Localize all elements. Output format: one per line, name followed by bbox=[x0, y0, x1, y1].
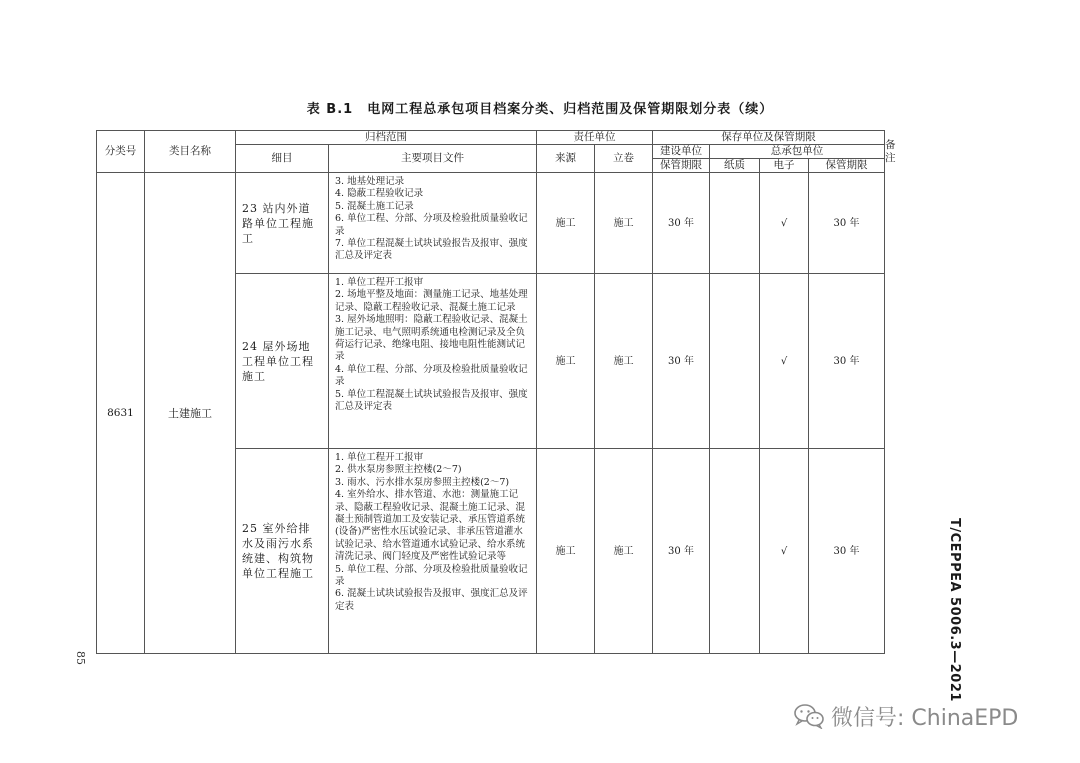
header-responsible-unit: 责任单位 bbox=[537, 131, 653, 145]
paper-cell bbox=[710, 274, 760, 449]
item-cell: 25 室外给排水及雨污水系统建、构筑物单位工程施工 bbox=[236, 449, 329, 654]
docs-cell bbox=[329, 449, 537, 654]
header-source: 来源 bbox=[537, 145, 595, 173]
doc-line: 1. 单位工程开工报审 bbox=[335, 277, 424, 288]
doc-line: 3. 地基处理记录 bbox=[335, 176, 405, 187]
header-keep-unit-period: 保存单位及保管期限 bbox=[653, 131, 885, 145]
header-filing: 立卷 bbox=[595, 145, 653, 173]
header-gc-unit: 总承包单位 bbox=[710, 145, 885, 159]
doc-line: 7. 单位工程混凝土试块试验报告及报审、强度汇总及评定表 bbox=[335, 238, 528, 262]
header-keep-period-construction: 保管期限 bbox=[653, 159, 710, 173]
header-category-name: 类目名称 bbox=[145, 131, 236, 173]
paper-cell bbox=[710, 173, 760, 274]
construction-period-cell: 30 年 bbox=[653, 274, 710, 449]
doc-line: 4. 隐蔽工程验收记录 bbox=[335, 188, 424, 200]
header-keep-period-gc: 保管期限 bbox=[809, 159, 885, 173]
electronic-check-cell: √ bbox=[760, 173, 809, 274]
doc-line: 5. 单位工程、分部、分项及检验批质量验收记录 bbox=[335, 563, 528, 588]
header-item: 细目 bbox=[236, 145, 329, 173]
doc-line: 5. 混凝土施工记录 bbox=[335, 200, 414, 212]
header-main-docs: 主要项目文件 bbox=[329, 145, 537, 173]
filing-cell: 施工 bbox=[595, 449, 653, 654]
watermark bbox=[793, 700, 1018, 732]
filing-cell: 施工 bbox=[595, 173, 653, 274]
class-no-cell: 8631 bbox=[97, 173, 145, 654]
table-row bbox=[97, 173, 885, 274]
doc-line: 6. 混凝土试块试验报告及报审、强度汇总及评定表 bbox=[335, 588, 528, 612]
paper-cell bbox=[710, 449, 760, 654]
electronic-check-cell: √ bbox=[760, 274, 809, 449]
doc-line: 3. 屋外场地照明：隐蔽工程验收记录、混凝土施工记录、电气照明系统通电检测记录及全负荷运行记录、绝缘电阻、接地电阻性能测试记录 bbox=[335, 314, 528, 363]
wechat-icon bbox=[793, 703, 825, 729]
header-electronic: 电子 bbox=[760, 159, 809, 173]
gc-period-cell: 30 年 bbox=[809, 449, 885, 654]
source-cell: 施工 bbox=[537, 274, 595, 449]
header-paper: 纸质 bbox=[710, 159, 760, 173]
header-archive-scope: 归档范围 bbox=[236, 131, 537, 145]
table-title: 表 B.1 电网工程总承包项目档案分类、归档范围及保管期限划分表（续） bbox=[306, 102, 774, 117]
doc-line: 5. 单位工程混凝土试块试验报告及报审、强度汇总及评定表 bbox=[335, 388, 528, 413]
gc-period-cell: 30 年 bbox=[809, 274, 885, 449]
source-cell: 施工 bbox=[537, 173, 595, 274]
gc-period-cell: 30 年 bbox=[809, 173, 885, 274]
construction-period-cell: 30 年 bbox=[653, 449, 710, 654]
archive-classification-table: 分类号 类目名称 归档范围 责任单位 保存单位及保管期限 备注 细目 主要项目文件 来源 立卷 建设单位 总承包单位 保管期限 纸质 电子 保管期限 8631 土建施工 23 站内外道路单位工程施工 3. 地基处理记录 4. 隐蔽工程验收记录 5. 混凝土施工记录 6. 单位工程、分部、分项及检验批质量验收记录 7. 单位工程混凝土试块试验报告及报审、强度汇总及评定表 施工 施工 30 年 √ 30 年 24 屋外场地工程单位工程施工 1. 单位工程开工报审 2. 场地平整及地面：测量施工记录、地基处理记录、隐蔽工程验收记录、混凝土施工记录 3. 屋外场地照明：隐蔽工程验收记录、混凝土施工记录、电气照明系统通电检测记录及全负荷运行记录、绝缘电阻、接地电阻性能测试记录 4. 单位工程、分部、分项及检验批质量验收记录 5. 单位工程混凝土试块试验报告及报审、强度汇总及评定表 施工 施工 30 年 √ 30 年 25 室外给排水及雨污水系统建、构筑物单位工程施工 1. 单位工程开工报审 2. 供水泵房参照主控楼(2～7) 3. 雨水、污水排水泵房参照主控楼(2～7) 4. 室外给水、排水管道、水池：测量施工记录、隐蔽工程验收记录、混凝土施工记录、混凝土预制管道加工及安装记录、承压管道系统(设备)严密性水压试验记录、非承压管道灌水试验记录、给水管道通水试验记录、给水系统清洗记录、阀门轻度及严密性试验记录等 5. 单位工程、分部、分项及检验批质量验收记录 6. 混凝土试块试验报告及报审、强度汇总及评定表 施工 施工 30 年 √ 30 年 bbox=[96, 130, 885, 654]
header-class-no: 分类号 bbox=[97, 131, 145, 173]
item-cell: 23 站内外道路单位工程施工 bbox=[236, 173, 329, 274]
page-number: 85 bbox=[74, 651, 87, 665]
docs-cell bbox=[329, 274, 537, 449]
construction-period-cell: 30 年 bbox=[653, 173, 710, 274]
doc-line: 4. 室外给水、排水管道、水池：测量施工记录、隐蔽工程验收记录、混凝土施工记录、混凝土预制管道加工及安装记录、承压管道系统(设备)严密性水压试验记录、非承压管道灌水试验记录、给水管道通水试验记录、给水系统清洗记录、阀门轻度及严密性试验记录等 bbox=[335, 489, 526, 563]
doc-line: 2. 供水泵房参照主控楼(2～7) bbox=[335, 464, 462, 476]
source-cell: 施工 bbox=[537, 449, 595, 654]
electronic-check-cell: √ bbox=[760, 449, 809, 654]
docs-cell bbox=[329, 173, 537, 274]
doc-line: 4. 单位工程、分部、分项及检验批质量验收记录 bbox=[335, 363, 528, 388]
header-construction-unit: 建设单位 bbox=[653, 145, 710, 159]
filing-cell: 施工 bbox=[595, 274, 653, 449]
doc-line: 2. 场地平整及地面：测量施工记录、地基处理记录、隐蔽工程验收记录、混凝土施工记录 bbox=[335, 289, 528, 313]
category-name-cell: 土建施工 bbox=[145, 173, 236, 654]
doc-line: 6. 单位工程、分部、分项及检验批质量验收记录 bbox=[335, 213, 528, 237]
doc-line: 1. 单位工程开工报审 bbox=[335, 452, 424, 463]
item-cell: 24 屋外场地工程单位工程施工 bbox=[236, 274, 329, 449]
watermark-text: 微信号: ChinaEPD bbox=[831, 705, 1019, 731]
standard-code: T/CEPPEA 5006.3—2021 bbox=[947, 518, 962, 702]
doc-line: 3. 雨水、污水排水泵房参照主控楼(2～7) bbox=[335, 476, 510, 488]
